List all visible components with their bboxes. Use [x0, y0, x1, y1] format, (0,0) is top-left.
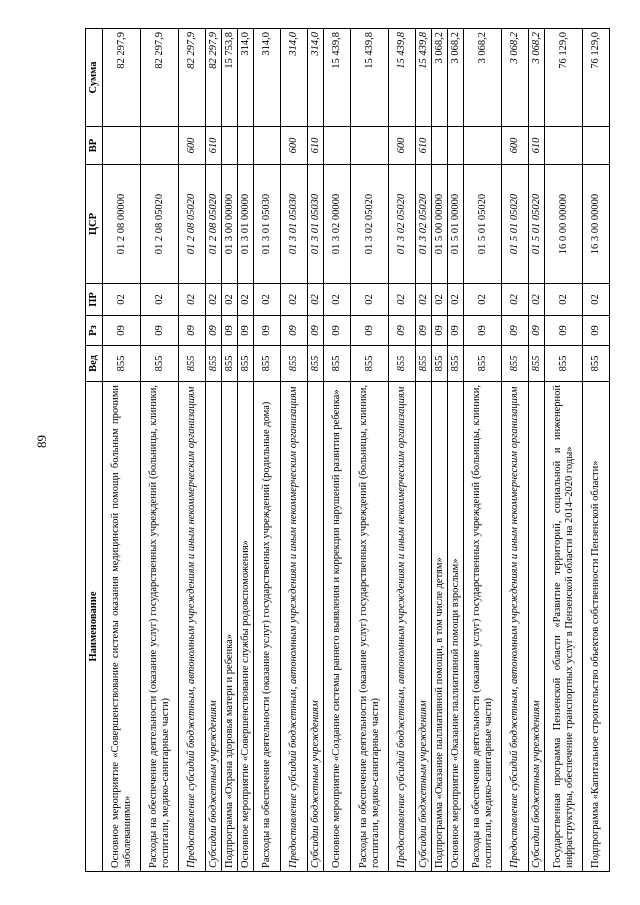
- header-pr: ПР: [86, 284, 103, 316]
- header-sum: Сумма: [86, 29, 103, 127]
- cell-rz: 09: [464, 316, 502, 346]
- cell-name: Подпрограмма «Оказание паллиативной помощи, в том числе детям»: [432, 382, 448, 872]
- cell-vr: 600: [179, 127, 206, 165]
- table-row: [529, 29, 545, 872]
- cell-name: Государственная программа Пензенской области «Развитие территорий, социальной и инженерной инфраструктуры, обеспечение транспортных услуг в Пензенской области на 2014–2020 годы»: [545, 382, 583, 872]
- cell-vr: 600: [281, 127, 308, 165]
- cell-csr: 01 3 02 05020: [416, 165, 432, 284]
- cell-pr: 02: [545, 284, 583, 316]
- cell-sum: 3 068,2: [502, 29, 529, 127]
- table-row: [416, 29, 432, 872]
- cell-name: Основное мероприятие «Совершенствование системы оказания медицинской помощи больным прочими заболеваниями»: [103, 382, 141, 872]
- cell-pr: 02: [254, 284, 281, 316]
- cell-vr: [432, 127, 448, 165]
- cell-csr: 16 3 00 00000: [583, 165, 610, 284]
- table-row: [222, 29, 238, 872]
- cell-sum: 314,0: [238, 29, 254, 127]
- cell-name: Подпрограмма «Капитальное строительство объектов собственности Пензенской области»: [583, 382, 610, 872]
- cell-vr: [222, 127, 238, 165]
- cell-name: Основное мероприятие «Совершенствование службы родовспоможения»: [238, 382, 254, 872]
- cell-ved: 855: [281, 346, 308, 382]
- cell-rz: 09: [281, 316, 308, 346]
- table-row: [351, 29, 389, 872]
- cell-pr: 02: [206, 284, 222, 316]
- cell-vr: [583, 127, 610, 165]
- cell-ved: 855: [179, 346, 206, 382]
- cell-rz: 09: [222, 316, 238, 346]
- table-row: [583, 29, 610, 872]
- header-csr: ЦСР: [86, 165, 103, 284]
- cell-rz: 09: [583, 316, 610, 346]
- cell-rz: 09: [502, 316, 529, 346]
- cell-ved: 855: [389, 346, 416, 382]
- cell-vr: 610: [529, 127, 545, 165]
- cell-ved: 855: [502, 346, 529, 382]
- cell-name: Основное мероприятие «Оказание паллиативной помощи взрослым»: [448, 382, 464, 872]
- rotated-table-container: [85, 29, 602, 872]
- cell-sum: 3 068,2: [448, 29, 464, 127]
- table-row: [179, 29, 206, 872]
- cell-pr: 02: [448, 284, 464, 316]
- cell-rz: 09: [179, 316, 206, 346]
- cell-csr: 01 5 01 05020: [502, 165, 529, 284]
- cell-vr: 600: [502, 127, 529, 165]
- cell-csr: 01 3 01 05030: [254, 165, 281, 284]
- table-row: [281, 29, 308, 872]
- cell-sum: 3 068,2: [464, 29, 502, 127]
- header-name: Наименование: [86, 382, 103, 872]
- table-row: [464, 29, 502, 872]
- cell-name: Предоставление субсидий бюджетным, автономным учреждениям и иным некоммерческим организациям: [281, 382, 308, 872]
- cell-sum: 314,0: [254, 29, 281, 127]
- cell-name: Предоставление субсидий бюджетным, автономным учреждениям и иным некоммерческим организациям: [502, 382, 529, 872]
- cell-rz: 09: [238, 316, 254, 346]
- cell-pr: 02: [281, 284, 308, 316]
- cell-pr: 02: [351, 284, 389, 316]
- table-row: [238, 29, 254, 872]
- cell-sum: 3 068,2: [529, 29, 545, 127]
- cell-vr: 610: [206, 127, 222, 165]
- cell-rz: 09: [206, 316, 222, 346]
- cell-csr: 01 2 08 05020: [141, 165, 179, 284]
- header-rz: Рз: [86, 316, 103, 346]
- cell-name: Подпрограмма «Охрана здоровья матери и ребенка»: [222, 382, 238, 872]
- table-row: [308, 29, 324, 872]
- cell-rz: 09: [545, 316, 583, 346]
- table-header-row: [86, 29, 103, 872]
- cell-ved: 855: [448, 346, 464, 382]
- table-row: [324, 29, 351, 872]
- cell-vr: [351, 127, 389, 165]
- cell-ved: 855: [545, 346, 583, 382]
- cell-pr: 02: [238, 284, 254, 316]
- cell-sum: 3 068,2: [432, 29, 448, 127]
- cell-vr: [238, 127, 254, 165]
- cell-rz: 09: [103, 316, 141, 346]
- cell-sum: 15 439,8: [416, 29, 432, 127]
- cell-name: Основное мероприятие «Создание системы раннего выявления и коррекции нарушений развития ребенка»: [324, 382, 351, 872]
- cell-vr: [464, 127, 502, 165]
- cell-ved: 855: [583, 346, 610, 382]
- cell-csr: 01 3 02 05020: [351, 165, 389, 284]
- table-row: [502, 29, 529, 872]
- cell-sum: 82 297,9: [206, 29, 222, 127]
- cell-ved: 855: [351, 346, 389, 382]
- cell-sum: 15 753,8: [222, 29, 238, 127]
- cell-csr: 01 3 01 05030: [281, 165, 308, 284]
- cell-vr: 600: [389, 127, 416, 165]
- cell-ved: 855: [141, 346, 179, 382]
- cell-ved: 855: [324, 346, 351, 382]
- cell-pr: 02: [416, 284, 432, 316]
- cell-ved: 855: [206, 346, 222, 382]
- cell-vr: [254, 127, 281, 165]
- table-row: [206, 29, 222, 872]
- cell-pr: 02: [103, 284, 141, 316]
- table-row: [254, 29, 281, 872]
- header-vr: ВР: [86, 127, 103, 165]
- cell-rz: 09: [351, 316, 389, 346]
- cell-name: Расходы на обеспечение деятельности (оказание услуг) государственных учреждений (больницы, клиники, госпитали, медико-санитарные части): [141, 382, 179, 872]
- cell-name: Расходы на обеспечение деятельности (оказание услуг) государственных учреждений (родильные дома): [254, 382, 281, 872]
- cell-pr: 02: [464, 284, 502, 316]
- cell-sum: 82 297,9: [103, 29, 141, 127]
- table-row: [141, 29, 179, 872]
- cell-name: Субсидии бюджетным учреждениям: [206, 382, 222, 872]
- cell-vr: [545, 127, 583, 165]
- table-row: [432, 29, 448, 872]
- cell-vr: [141, 127, 179, 165]
- cell-sum: 314,0: [308, 29, 324, 127]
- cell-name: Субсидии бюджетным учреждениям: [308, 382, 324, 872]
- cell-sum: 76 129,0: [583, 29, 610, 127]
- cell-vr: 610: [308, 127, 324, 165]
- cell-name: Субсидии бюджетным учреждениям: [416, 382, 432, 872]
- cell-sum: 15 439,8: [324, 29, 351, 127]
- cell-csr: 01 2 08 05020: [179, 165, 206, 284]
- cell-pr: 02: [141, 284, 179, 316]
- cell-name: Субсидии бюджетным учреждениям: [529, 382, 545, 872]
- cell-name: Расходы на обеспечение деятельности (оказание услуг) государственных учреждений (больницы, клиники, госпитали, медико-санитарные части): [464, 382, 502, 872]
- cell-sum: 82 297,9: [179, 29, 206, 127]
- budget-table: [85, 28, 610, 872]
- cell-ved: 855: [308, 346, 324, 382]
- cell-vr: [448, 127, 464, 165]
- cell-name: Предоставление субсидий бюджетным, автономным учреждениям и иным некоммерческим организациям: [389, 382, 416, 872]
- cell-pr: 02: [432, 284, 448, 316]
- cell-sum: 15 439,8: [389, 29, 416, 127]
- cell-ved: 855: [222, 346, 238, 382]
- cell-csr: 01 5 01 00000: [448, 165, 464, 284]
- table-body: [103, 29, 610, 872]
- cell-name: Расходы на обеспечение деятельности (оказание услуг) государственных учреждений (больницы, клиники, госпитали, медико-санитарные части): [351, 382, 389, 872]
- cell-pr: 02: [324, 284, 351, 316]
- page-number: 89: [34, 435, 49, 448]
- cell-rz: 09: [141, 316, 179, 346]
- cell-sum: 314,0: [281, 29, 308, 127]
- cell-ved: 855: [416, 346, 432, 382]
- cell-pr: 02: [529, 284, 545, 316]
- cell-vr: 610: [416, 127, 432, 165]
- cell-csr: 01 3 01 00000: [238, 165, 254, 284]
- table-row: [448, 29, 464, 872]
- cell-vr: [324, 127, 351, 165]
- header-ved: Вед: [86, 346, 103, 382]
- cell-rz: 09: [389, 316, 416, 346]
- cell-csr: 01 3 02 05020: [389, 165, 416, 284]
- cell-pr: 02: [308, 284, 324, 316]
- cell-sum: 82 297,9: [141, 29, 179, 127]
- table-row: [103, 29, 141, 872]
- cell-csr: 01 2 08 00000: [103, 165, 141, 284]
- cell-sum: 76 129,0: [545, 29, 583, 127]
- cell-ved: 855: [238, 346, 254, 382]
- cell-rz: 09: [324, 316, 351, 346]
- cell-csr: 16 0 00 00000: [545, 165, 583, 284]
- table-row: [545, 29, 583, 872]
- cell-name: Предоставление субсидий бюджетным, автономным учреждениям и иным некоммерческим организациям: [179, 382, 206, 872]
- cell-ved: 855: [432, 346, 448, 382]
- cell-csr: 01 5 00 00000: [432, 165, 448, 284]
- cell-sum: 15 439,8: [351, 29, 389, 127]
- cell-vr: [103, 127, 141, 165]
- cell-ved: 855: [464, 346, 502, 382]
- cell-rz: 09: [416, 316, 432, 346]
- cell-csr: 01 2 08 05020: [206, 165, 222, 284]
- cell-rz: 09: [432, 316, 448, 346]
- cell-pr: 02: [222, 284, 238, 316]
- cell-rz: 09: [308, 316, 324, 346]
- cell-rz: 09: [448, 316, 464, 346]
- cell-pr: 02: [502, 284, 529, 316]
- cell-pr: 02: [179, 284, 206, 316]
- cell-csr: 01 3 00 00000: [222, 165, 238, 284]
- cell-rz: 09: [254, 316, 281, 346]
- cell-pr: 02: [389, 284, 416, 316]
- cell-csr: 01 5 01 05020: [529, 165, 545, 284]
- table-row: [389, 29, 416, 872]
- cell-csr: 01 3 01 05030: [308, 165, 324, 284]
- cell-ved: 855: [529, 346, 545, 382]
- cell-rz: 09: [529, 316, 545, 346]
- cell-ved: 855: [254, 346, 281, 382]
- cell-pr: 02: [583, 284, 610, 316]
- cell-ved: 855: [103, 346, 141, 382]
- cell-csr: 01 5 01 05020: [464, 165, 502, 284]
- cell-csr: 01 3 02 00000: [324, 165, 351, 284]
